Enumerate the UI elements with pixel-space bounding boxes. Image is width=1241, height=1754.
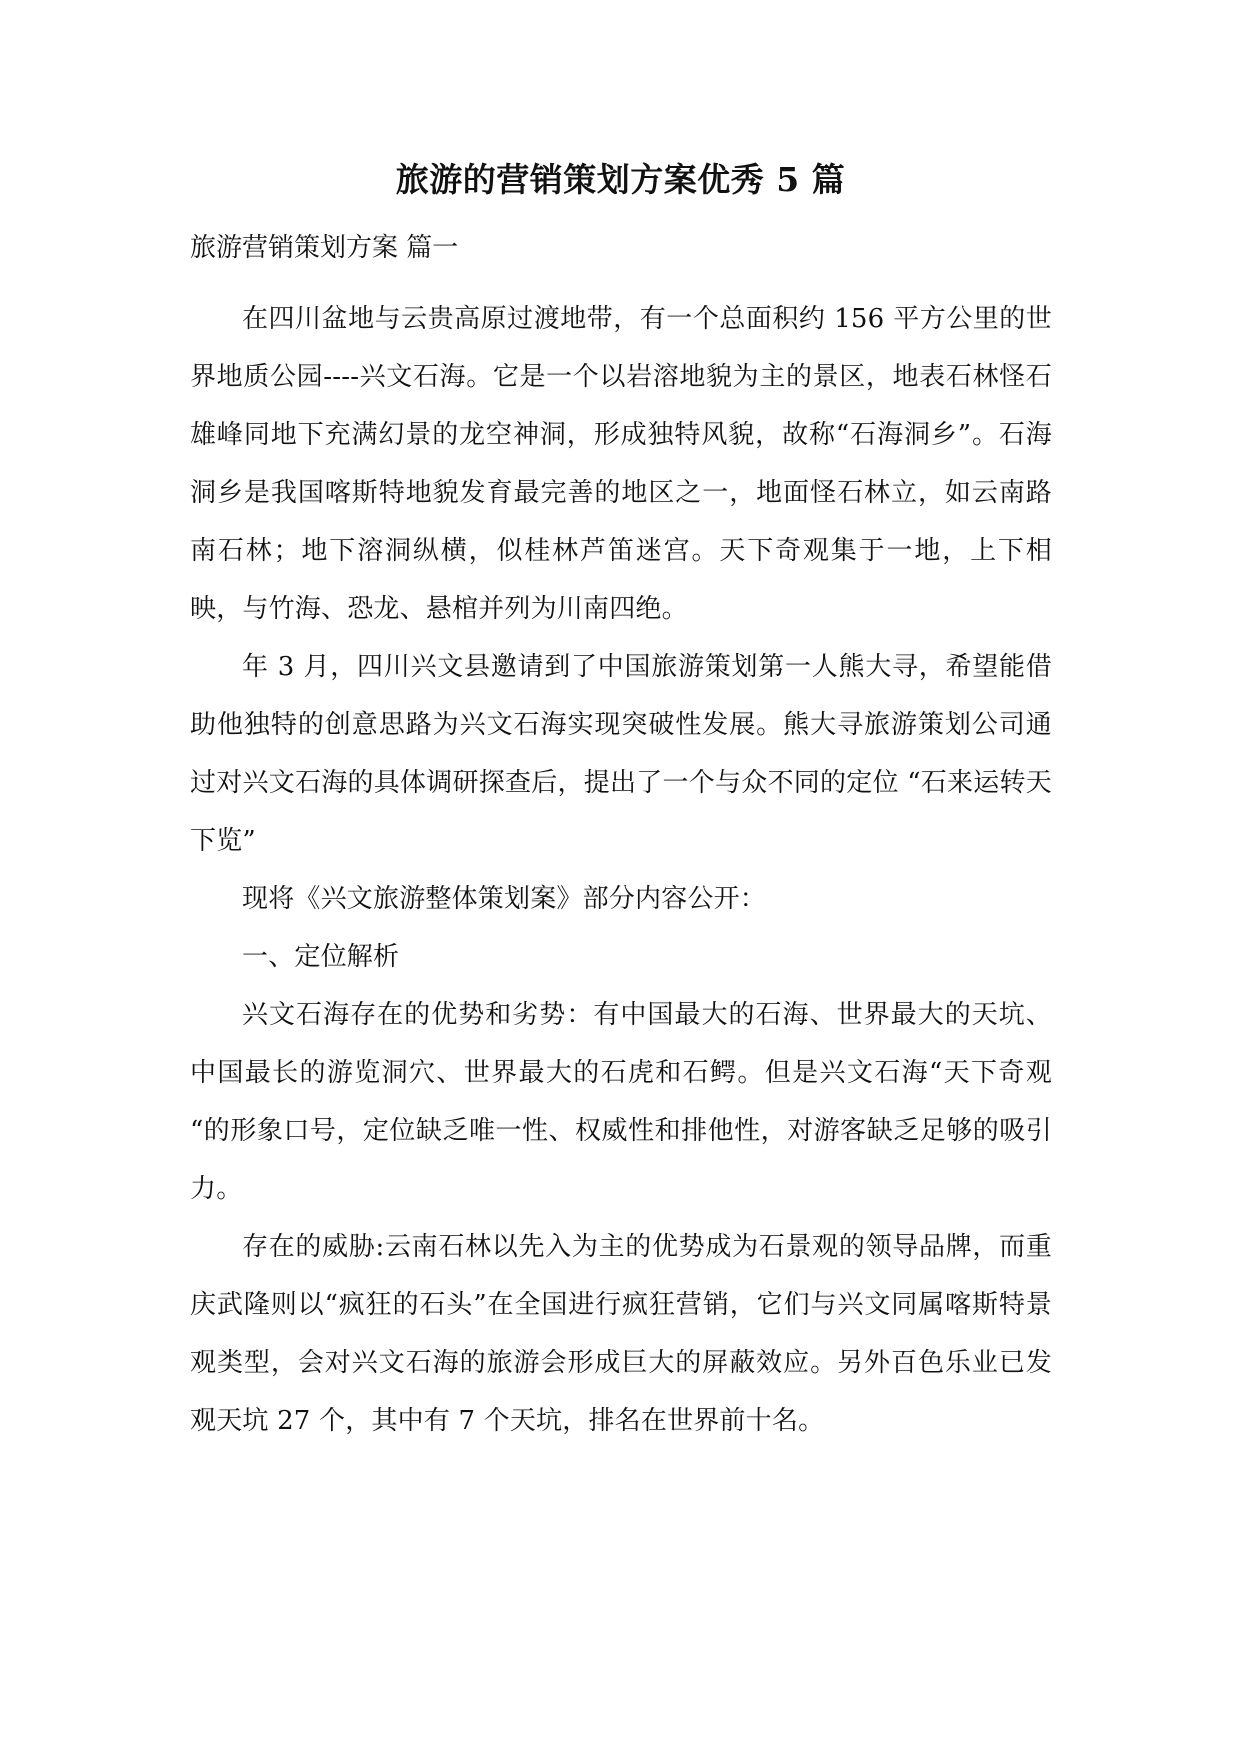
paragraph-subheading: 一、定位解析 <box>242 942 400 972</box>
paragraph-disclosure: 现将《兴文旅游整体策划案》部分内容公开： <box>242 884 767 914</box>
section-heading: 旅游营销策划方案 篇一 <box>190 233 459 263</box>
paragraph-threats: 存在的威胁:云南石林以先入为主的优势成为石景观的领导品牌，而重庆武隆则以“疯狂的石头”在全国进行疯狂营销，它们与兴文同属喀斯特景观类型，会对兴文石海的旅游会形成巨大的屏蔽效应。另外百色乐业已发观天坑 27 个，其中有 7 个天坑，排名在世界前十名。 <box>190 1232 1052 1436</box>
document-body <box>190 290 1052 1450</box>
paragraph-strengths-weaknesses: 兴文石海存在的优势和劣势：有中国最大的石海、世界最大的天坑、中国最长的游览洞穴、世界最大的石虎和石鳄。但是兴文石海“天下奇观 “的形象口号，定位缺乏唯一性、权威性和排他性，对游客缺乏足够的吸引力。 <box>190 1000 1052 1204</box>
paragraph-positioning: 年 3 月，四川兴文县邀请到了中国旅游策划第一人熊大寻，希望能借助他独特的创意思路为兴文石海实现突破性发展。熊大寻旅游策划公司通过对兴文石海的具体调研探查后，提出了一个与众不同的定位 “石来运转天下览” <box>190 652 1052 856</box>
paragraph-intro: 在四川盆地与云贵高原过渡地带，有一个总面积约 156 平方公里的世界地质公园----兴文石海。它是一个以岩溶地貌为主的景区，地表石林怪石雄峰同地下充满幻景的龙空神洞，形成独特风貌，故称“石海洞乡”。石海洞乡是我国喀斯特地貌发育最完善的地区之一，地面怪石林立，如云南路南石林；地下溶洞纵横，似桂林芦笛迷宫。天下奇观集于一地，上下相映，与竹海、恐龙、悬棺并列为川南四绝。 <box>190 304 1052 624</box>
document-title: 旅游的营销策划方案优秀 5 篇 <box>395 160 846 199</box>
